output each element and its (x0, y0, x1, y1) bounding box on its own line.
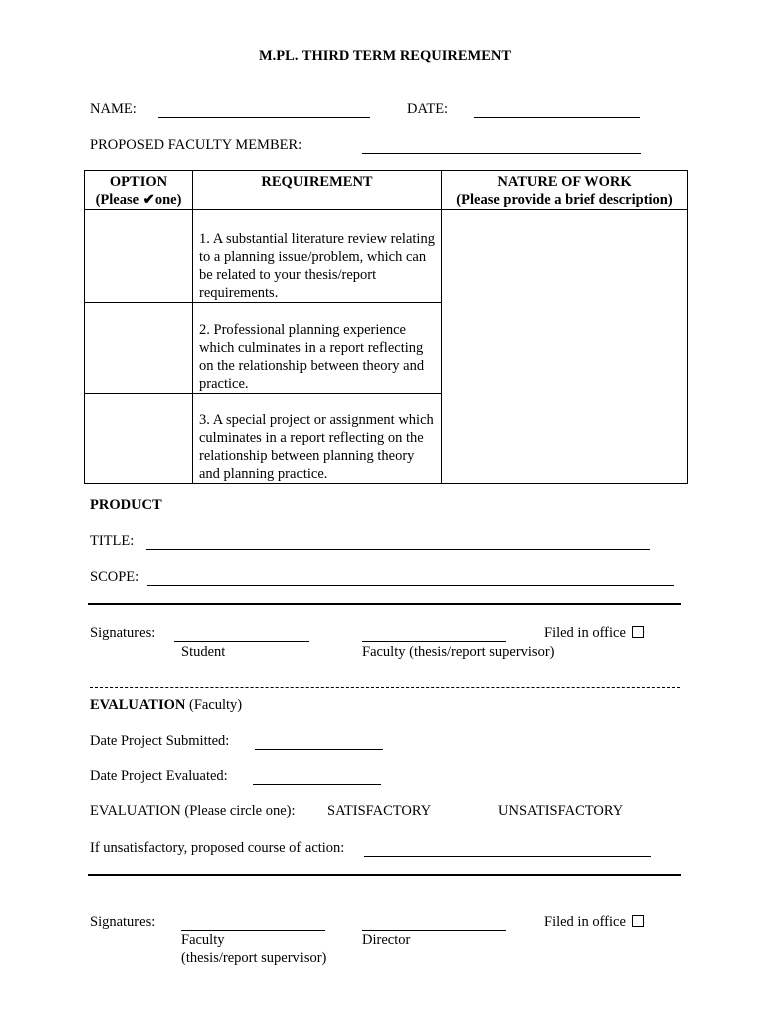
date-evaluated-field[interactable] (253, 784, 381, 785)
filed-checkbox-icon-2[interactable] (632, 915, 644, 927)
requirement-cell-1 (193, 210, 442, 303)
option-header (85, 171, 193, 210)
cut-line (90, 687, 680, 688)
requirement-cell-2 (193, 303, 442, 394)
faculty-caption-line2: (thesis/report supervisor) (181, 950, 327, 966)
product-title-label: TITLE: (90, 533, 135, 549)
nature-header-line1: NATURE OF WORK (497, 174, 632, 190)
evaluation-heading (90, 697, 242, 714)
table-row (85, 210, 688, 303)
faculty-label: PROPOSED FACULTY MEMBER: (90, 137, 303, 153)
filed-in-office-1 (544, 625, 644, 642)
date-submitted-label: Date Project Submitted: (90, 733, 230, 749)
requirement-header (193, 171, 442, 210)
requirement-cell-3 (193, 394, 442, 484)
name-field[interactable] (158, 117, 370, 118)
date-submitted-field[interactable] (255, 749, 383, 750)
product-title-field[interactable] (146, 549, 650, 550)
nature-of-work-field[interactable] (442, 210, 688, 484)
filed-checkbox-icon[interactable] (632, 626, 644, 638)
requirement-table (84, 170, 688, 484)
option-header-line1: OPTION (109, 174, 168, 190)
date-label: DATE: (407, 101, 449, 117)
form-title: M.PL. THIRD TERM REQUIREMENT (258, 48, 512, 64)
product-scope-field[interactable] (147, 585, 674, 586)
option-cell-1[interactable] (85, 210, 193, 303)
section-divider-2 (88, 874, 681, 876)
supervisor-signature-field[interactable] (362, 641, 506, 642)
faculty-caption-line1: Faculty (181, 932, 225, 948)
requirement-header-label: REQUIREMENT (261, 174, 373, 190)
requirement-text-3: 3. A special project or assignment which culminates in a report reflecting on the relationship between planning theory and planning practice. (199, 412, 434, 482)
requirement-text-2: 2. Professional planning experience which culminates in a report reflecting on the relationship between theory and practice. (199, 322, 425, 392)
option-header-line2: (Please ✔one) (95, 192, 182, 208)
table-header-row (85, 171, 688, 210)
name-label: NAME: (90, 101, 137, 117)
student-caption: Student (181, 644, 226, 660)
section-divider (88, 603, 681, 605)
director-caption: Director (362, 932, 411, 948)
signatures-label-2: Signatures: (90, 914, 156, 930)
requirement-text-1: 1. A substantial literature review relating to a planning issue/problem, which can be related to your thesis/report requirements. (199, 231, 435, 301)
filed-in-office-label-2: Filed in office (544, 914, 626, 930)
student-signature-field[interactable] (174, 641, 309, 642)
evaluation-heading-rest: (Faculty) (185, 697, 243, 713)
nature-header-line2: (Please provide a brief description) (456, 192, 673, 208)
course-of-action-field[interactable] (364, 856, 651, 857)
date-field[interactable] (474, 117, 640, 118)
filed-in-office-2 (544, 914, 644, 931)
supervisor-caption: Faculty (thesis/report supervisor) (362, 644, 555, 660)
faculty-signature-field[interactable] (181, 930, 325, 931)
signatures-label: Signatures: (90, 625, 156, 641)
evaluation-circle-label: EVALUATION (Please circle one): (90, 803, 296, 819)
unsatisfactory-action-label: If unsatisfactory, proposed course of action: (90, 840, 345, 856)
unsatisfactory-option[interactable]: UNSATISFACTORY (498, 803, 624, 819)
satisfactory-option[interactable]: SATISFACTORY (327, 803, 432, 819)
date-evaluated-label: Date Project Evaluated: (90, 768, 228, 784)
nature-header (442, 171, 688, 210)
evaluation-heading-bold: EVALUATION (90, 697, 186, 713)
option-cell-3[interactable] (85, 394, 193, 484)
faculty-field[interactable] (362, 153, 641, 154)
director-signature-field[interactable] (362, 930, 506, 931)
filed-in-office-label: Filed in office (544, 625, 626, 641)
product-scope-label: SCOPE: (90, 569, 140, 585)
product-heading: PRODUCT (90, 497, 162, 513)
option-cell-2[interactable] (85, 303, 193, 394)
